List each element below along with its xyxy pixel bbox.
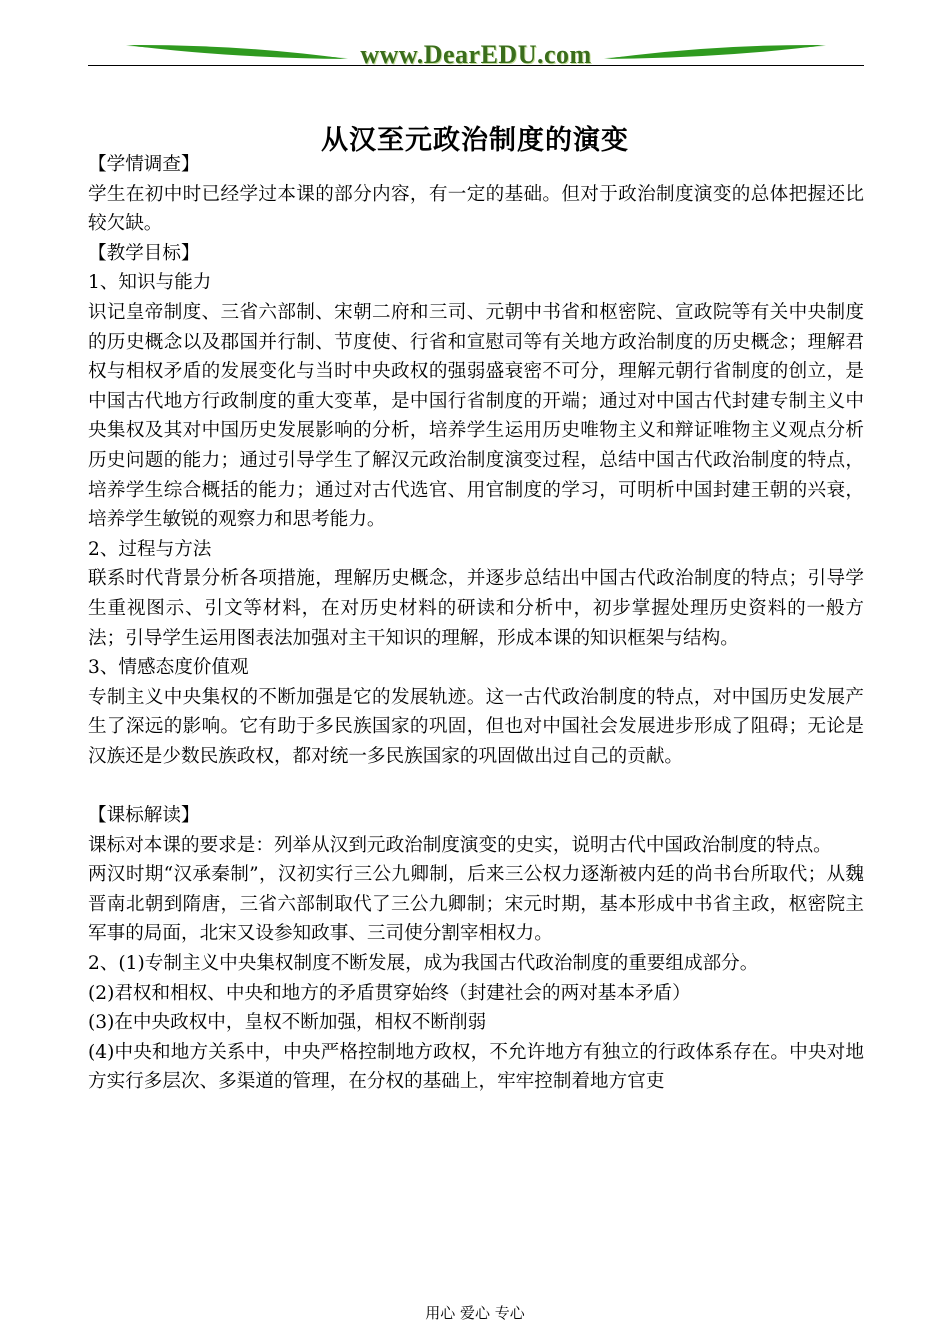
paragraph: 专制主义中央集权的不断加强是它的发展轨迹。这一古代政治制度的特点，对中国历史发展产生了深远的影响。它有助于多民族国家的巩固，但也对中国社会发展进步形成了阻碍；无论是汉族还是少数民族政权，都对统一多民族国家的巩固做出过自己的贡献。 [88,686,864,767]
document-title: 从汉至元政治制度的演变 [321,125,629,156]
paragraph: 两汉时期“汉承秦制”，汉初实行三公九卿制，后来三公权力逐渐被内廷的尚书台所取代；从魏晋南北朝到隋唐，三省六部制取代了三公九卿制；宋元时期，基本形成中书省主政，枢密院主军事的局面，北宋又设参知政事、三司使分割宰相权力。 [88,864,864,945]
list-item: (3)在中央政权中，皇权不断加强，相权不断削弱 [88,1012,487,1034]
site-logo[interactable]: www.DearEDU.com [360,40,592,69]
site-header [88,34,864,74]
document-body [88,150,864,1097]
list-item: (2)君权和相权、中央和地方的矛盾贯穿始终（封建社会的两对基本矛盾） [88,982,691,1004]
paragraph: 识记皇帝制度、三省六部制、宋朝二府和三司、元朝中书省和枢密院、宣政院等有关中央制度的历史概念以及郡国并行制、节度使、行省和宣慰司等有关地方政治制度的历史概念；理解君权与相权矛盾的发展变化与当时中央政权的强弱盛衰密不可分，理解元朝行省制度的创立，是中国古代地方行政制度的重大变革，是中国行省制度的开端；通过对中国古代封建专制主义中央集权及其对中国历史发展影响的分析，培养学生运用历史唯物主义和辩证唯物主义观点分析历史问题的能力；通过引导学生了解汉元政治制度演变过程，总结中国古代政治制度的特点，培养学生综合概括的能力；通过对古代选官、用官制度的学习，可明析中国封建王朝的兴衰，培养学生敏锐的观察力和思考能力。 [88,301,864,531]
subheading: 2、过程与方法 [88,538,212,560]
section-heading: 【课标解读】 [88,805,200,827]
header-divider [88,65,864,66]
paragraph: 联系时代背景分析各项措施，理解历史概念，并逐步总结出中国古代政治制度的特点；引导学生重视图示、引文等材料，在对历史材料的研读和分析中，初步掌握处理历史资料的一般方法；引导学生运用图表法加强对主干知识的理解，形成本课的知识框架与结构。 [88,568,864,649]
subheading: 1、知识与能力 [88,272,212,294]
list-item: (4)中央和地方关系中，中央严格控制地方政权，不允许地方有独立的行政体系存在。中央对地方实行多层次、多渠道的管理，在分权的基础上，牢牢控制着地方官吏 [88,1041,864,1093]
paragraph: 学生在初中时已经学过本课的部分内容，有一定的基础。但对于政治制度演变的总体把握还比较欠缺。 [88,183,864,235]
section-heading: 【学情调查】 [88,154,200,175]
subheading: 3、情感态度价值观 [88,657,249,679]
blank-line [88,771,864,801]
page-footer: 用心 爱心 专心 [425,1304,525,1322]
paragraph: 课标对本课的要求是：列举从汉到元政治制度演变的史实，说明古代中国政治制度的特点。 [88,834,832,856]
section-heading: 【教学目标】 [88,242,200,264]
paragraph: 2、(1)专制主义中央集权制度不断发展，成为我国古代政治制度的重要组成部分。 [88,953,759,975]
